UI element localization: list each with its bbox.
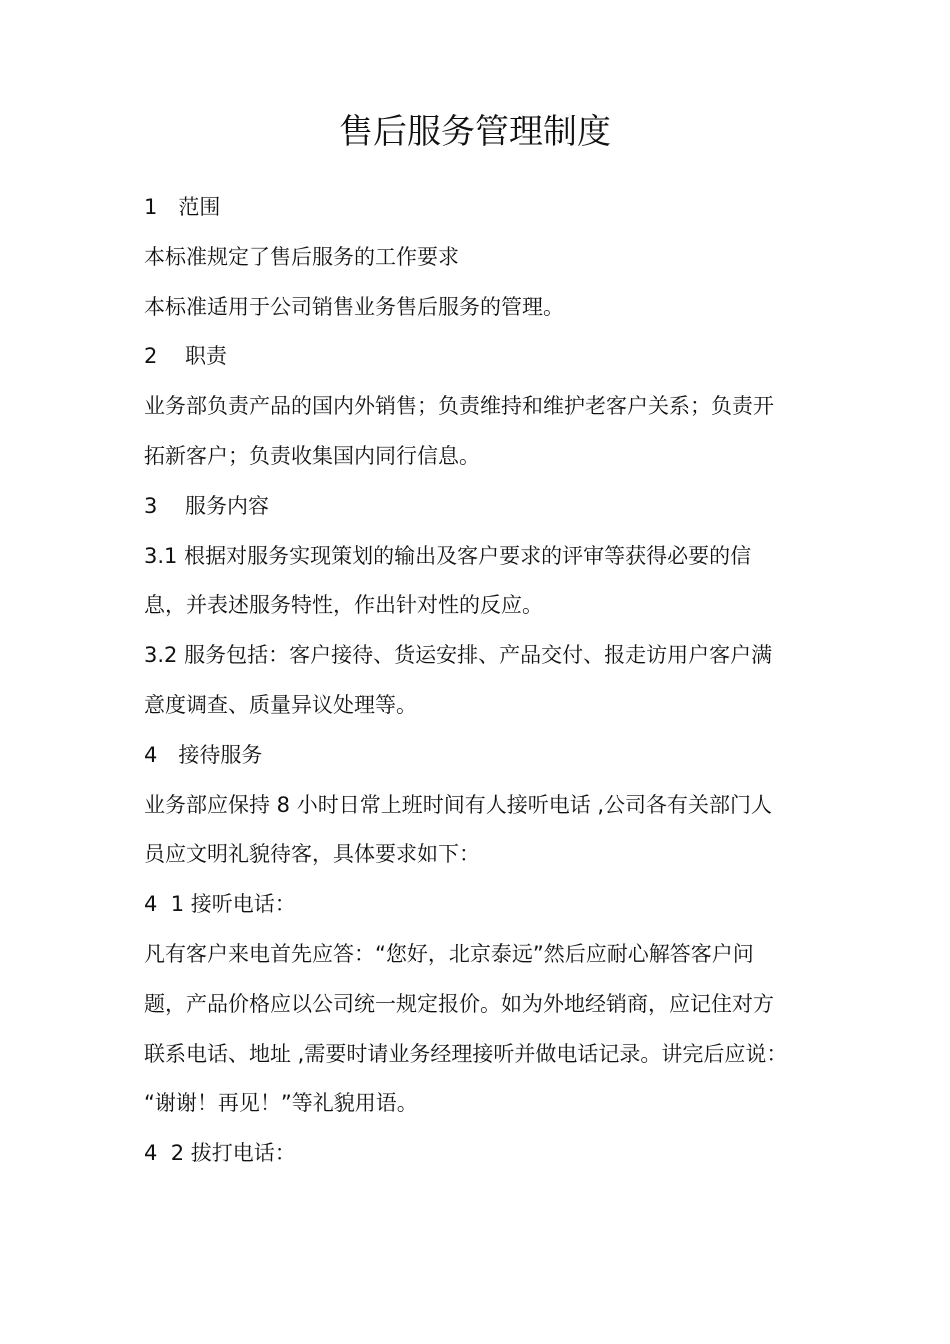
paragraph-line: “谢谢！再见！”等礼貌用语。 bbox=[144, 1091, 418, 1115]
section-heading: 4 接待服务 bbox=[144, 743, 263, 767]
subsection-heading: 4 1 接听电话： bbox=[144, 892, 296, 916]
paragraph-line: 拓新客户；负责收集国内同行信息。 bbox=[144, 444, 480, 468]
paragraph-line: 员应文明礼貌待客，具体要求如下： bbox=[144, 842, 480, 866]
paragraph-line: 3.1 根据对服务实现策划的输出及客户要求的评审等获得必要的信 bbox=[144, 544, 752, 568]
section-heading: 3 服务内容 bbox=[144, 494, 270, 518]
paragraph-line: 业务部应保持 8 小时日常上班时间有人接听电话 ,公司各有关部门人 bbox=[144, 793, 773, 817]
paragraph-line: 本标准规定了售后服务的工作要求 bbox=[144, 245, 459, 269]
section-heading: 1 范围 bbox=[144, 195, 221, 219]
page-title: 售后服务管理制度 bbox=[339, 112, 611, 152]
paragraph-line: 意度调查、质量异议处理等。 bbox=[144, 693, 417, 717]
paragraph-line: 联系电话、地址 ,需要时请业务经理接听并做电话记录。讲完后应说： bbox=[144, 1042, 788, 1066]
paragraph-line: 本标准适用于公司销售业务售后服务的管理。 bbox=[144, 295, 564, 319]
subsection-heading: 4 2 拔打电话： bbox=[144, 1141, 296, 1165]
section-heading: 2 职责 bbox=[144, 344, 228, 368]
paragraph-line: 业务部负责产品的国内外销售；负责维持和维护老客户关系；负责开 bbox=[144, 394, 774, 418]
paragraph-line: 凡有客户来电首先应答：“您好，北京泰远”然后应耐心解答客户问 bbox=[144, 942, 754, 966]
paragraph-line: 题，产品价格应以公司统一规定报价。如为外地经销商，应记住对方 bbox=[144, 992, 774, 1016]
paragraph-line: 息，并表述服务特性，作出针对性的反应。 bbox=[144, 593, 543, 617]
paragraph-line: 3.2 服务包括：客户接待、货运安排、产品交付、报走访用户客户满 bbox=[144, 643, 773, 667]
